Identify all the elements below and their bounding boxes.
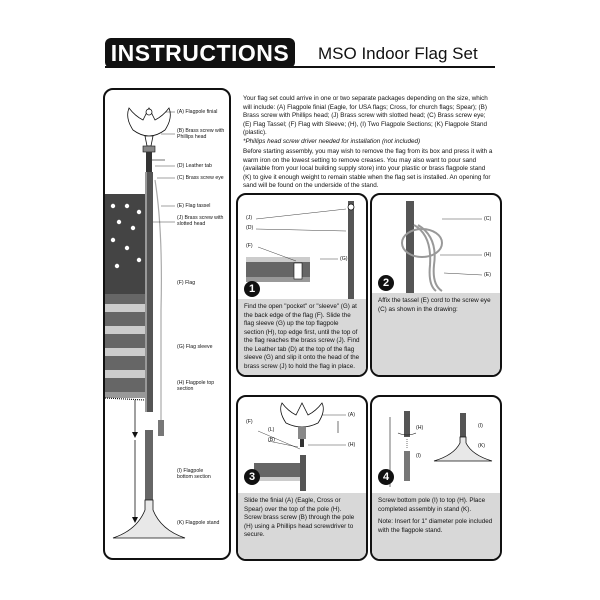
tassel-icon <box>158 420 164 436</box>
instructions-title: INSTRUCTIONS <box>105 38 295 68</box>
label-stand: (K) Flagpole stand <box>177 520 220 526</box>
intro-note: *Phillips head screw driver needed for installation (not included) <box>243 137 421 145</box>
step-2-panel <box>370 193 502 377</box>
tassel-cord <box>155 180 161 420</box>
step-2-text: Affix the tassel (E) cord to the screw eye (C) as shown in the drawing: <box>372 293 500 375</box>
flagpole-bottom-section <box>145 430 153 500</box>
step-2-number: 2 <box>378 275 394 291</box>
step-1-text: Find the open "pocket" or "sleeve" (G) at the back edge of the flag (F). Slide the flag sleeve (G) up the top flagpole section (H), top edge first, until the top of the flag reaches the brass screw (J). Find the Leather tab (D) at the top of the flag sleeve (G) and slip it onto the head of the brass screw (J) to hold the flag in place. <box>238 299 366 375</box>
flagpole-stand-icon <box>113 500 185 538</box>
step-4-panel <box>370 395 502 561</box>
label-bottom-section: (I) Flagpole bottom section <box>177 468 211 481</box>
label-flag-sleeve: (G) Flag sleeve <box>177 344 213 350</box>
step-1-label-g: (G) <box>340 256 348 262</box>
step-1-number: 1 <box>244 281 260 297</box>
step-4-note: Note: Insert for 1" diameter pole included with the flagpole stand. <box>378 518 493 534</box>
step-1-label-d: (D) <box>246 225 254 231</box>
step-4-label-k: (K) <box>478 443 485 449</box>
step-3-panel <box>236 395 368 561</box>
step-2-label-h: (H) <box>484 252 492 258</box>
step-3-text: Slide the finial (A) (Eagle, Cross or Spear) over the top of the pole (H). Screw brass screw (B) through the pole (H) using a Phillips head screwdriver to secure. <box>238 493 366 559</box>
product-title: MSO Indoor Flag Set <box>318 44 478 63</box>
flagpole-assembly-illustration <box>105 90 229 558</box>
label-flag: (F) Flag <box>177 280 196 286</box>
label-top-section: (H) Flagpole top section <box>177 380 215 393</box>
intro-paragraph-contents: Your flag set could arrive in one or two separate packages depending on the size, which will include: (A) Flagpole finial (Eagle, for USA flags; Cross, for church flags; Spear); (B) Brass screw with Phillips head; (J) Brass screw with slotted head; (C) Brass screw eye; (E) Flag Tassel; (F) Flag with Sleeve; (H), (I) Two Flagpole Sections; (K) Flagpole Stand (plastic). *Phillips head screw driver needed for installation (not included) <box>243 95 488 145</box>
label-finial: (A) Flagpole finial <box>177 109 218 115</box>
step-2-label-e: (E) <box>484 272 491 278</box>
label-tassel: (E) Flag tassel <box>177 203 211 209</box>
pole-top-stub <box>146 152 152 172</box>
step-1-label-j: (J) <box>246 215 253 221</box>
label-screw-eye: (C) Brass screw eye <box>177 175 224 181</box>
intro-paragraph-prep: Before starting assembly, you may wish to remove the flag from its box and press it with a warm iron on the lowest setting to remove creases. You may also want to pour sand (available from your local building supply store) into your plastic or brass flagpole stand (K) to give it enough weight to remain stable when the flag set is installed. An opening for sand will be found on the underside of the stand. <box>243 148 493 189</box>
step-4-text: Screw bottom pole (I) to top (H). Place completed assembly in stand (K). Note: Insert for 1" diameter pole included with the flagpole stand. <box>372 493 500 559</box>
eagle-finial-icon <box>128 108 171 152</box>
label-slotted-screw: (J) Brass screw with slotted head <box>177 215 224 228</box>
step-3-label-h: (H) <box>348 442 356 448</box>
step-4-label-h: (H) <box>416 425 424 431</box>
flag-illustration <box>105 194 145 400</box>
label-phillips-screw: (B) Brass screw with Phillips head <box>177 128 225 141</box>
label-leather-tab: (D) Leather tab <box>177 163 212 169</box>
step-3-label-a: (A) <box>348 412 355 418</box>
header-rule <box>105 66 495 68</box>
step-4-number: 4 <box>378 469 394 485</box>
step-2-label-c: (C) <box>484 216 492 222</box>
step-4-label-i: (I) <box>416 453 421 459</box>
step-1-panel <box>236 193 368 377</box>
step-3-label-f: (F) <box>246 419 253 425</box>
step-3-label-l: (L) <box>268 427 275 433</box>
parts-diagram-panel <box>103 88 231 560</box>
step-4-label-i-stand: (I) <box>478 423 483 429</box>
step-3-number: 3 <box>244 469 260 485</box>
step-1-label-f: (F) <box>246 243 253 249</box>
step-3-label-b: (B) <box>268 437 275 443</box>
